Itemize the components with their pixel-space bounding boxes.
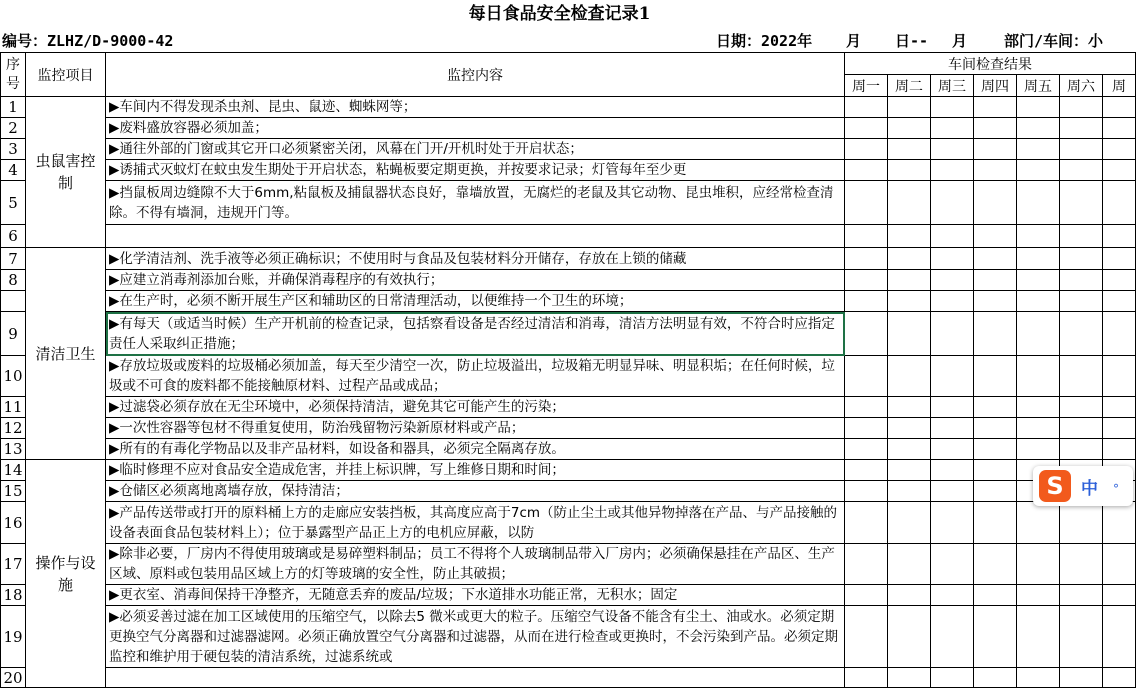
row-number[interactable]: 19	[1, 606, 26, 668]
result-cell[interactable]	[931, 439, 974, 460]
result-cell[interactable]	[1103, 356, 1136, 397]
result-cell[interactable]	[1060, 544, 1103, 585]
result-cell[interactable]	[974, 97, 1017, 118]
result-cell[interactable]	[1017, 439, 1060, 460]
result-cell[interactable]	[931, 225, 974, 248]
result-cell[interactable]	[845, 502, 888, 544]
table-row	[1, 606, 1136, 668]
result-cell[interactable]	[974, 181, 1017, 225]
sogou-logo-icon[interactable]: S	[1039, 470, 1071, 502]
result-cell[interactable]	[1017, 97, 1060, 118]
sheet-title: 每日食品安全检查记录1	[468, 4, 651, 24]
result-cell[interactable]	[888, 291, 931, 312]
result-cell[interactable]	[845, 139, 888, 160]
result-cell[interactable]	[931, 606, 974, 668]
row-number[interactable]: 14	[1, 460, 26, 481]
result-cell[interactable]	[1017, 225, 1060, 248]
result-cell[interactable]	[974, 502, 1017, 544]
result-cell[interactable]	[888, 118, 931, 139]
result-cell[interactable]	[931, 270, 974, 291]
table-row	[1, 481, 1136, 502]
result-cell[interactable]	[845, 439, 888, 460]
result-cell[interactable]	[931, 291, 974, 312]
result-cell[interactable]	[974, 585, 1017, 606]
result-cell[interactable]	[1103, 270, 1136, 291]
result-cell[interactable]	[974, 118, 1017, 139]
result-cell[interactable]	[888, 460, 931, 481]
result-cell[interactable]	[888, 585, 931, 606]
result-cell[interactable]	[1060, 291, 1103, 312]
result-cell[interactable]	[888, 418, 931, 439]
result-cell[interactable]	[974, 668, 1017, 688]
row-number[interactable]: 18	[1, 585, 26, 606]
content-cell[interactable]: ▶必须妥善过滤在加工区域使用的压缩空气，以除去5 微米或更大的粒子。压缩空气设备不能含有尘土、油或水。必须定期更换空气分离器和过滤器滤网。必须正确放置空气分离器和过滤器，从而在进行检查或更换时，不会污染到产品。必须定期监控和维护用于硬包装的清洁系统，过滤系统或	[106, 606, 845, 668]
header-day-3: 周三	[931, 75, 974, 97]
result-cell[interactable]	[845, 312, 888, 356]
category-cell[interactable]: 操作与设施	[26, 460, 106, 688]
header-item: 监控项目	[26, 53, 106, 97]
result-cell[interactable]	[931, 97, 974, 118]
result-cell[interactable]	[1017, 502, 1060, 544]
result-cell[interactable]	[931, 356, 974, 397]
header-result: 车间检查结果	[845, 53, 1136, 75]
table-row	[1, 248, 1136, 270]
content-cell[interactable]: ▶通往外部的门窗或其它开口必须紧密关闭，风幕在门开/开机时处于开启状态；	[106, 139, 845, 160]
result-cell[interactable]	[974, 481, 1017, 502]
ime-chinese-mode[interactable]: 中	[1081, 479, 1098, 499]
result-cell[interactable]	[974, 248, 1017, 270]
row-number[interactable]: 12	[1, 418, 26, 439]
result-cell[interactable]	[974, 139, 1017, 160]
table-row	[1, 544, 1136, 585]
content-cell[interactable]: ▶仓储区必须离地离墙存放，保持清洁；	[106, 481, 845, 502]
category-cell[interactable]: 清洁卫生	[26, 248, 106, 460]
month-label-2: 月	[952, 32, 968, 50]
table-row	[1, 181, 1136, 225]
result-cell[interactable]	[845, 181, 888, 225]
result-cell[interactable]	[845, 225, 888, 248]
result-cell[interactable]	[974, 418, 1017, 439]
ime-punctuation-icon[interactable]: °	[1113, 482, 1119, 496]
document-code: 编号：ZLHZ/D-9000-42	[2, 32, 174, 50]
result-cell[interactable]	[1060, 606, 1103, 668]
result-cell[interactable]	[845, 118, 888, 139]
result-cell[interactable]	[845, 668, 888, 688]
result-cell[interactable]	[931, 118, 974, 139]
header-day-6: 周六	[1060, 75, 1103, 97]
result-cell[interactable]	[1103, 97, 1136, 118]
result-cell[interactable]	[931, 397, 974, 418]
table-row	[1, 139, 1136, 160]
result-cell[interactable]	[974, 544, 1017, 585]
result-cell[interactable]	[931, 460, 974, 481]
row-number[interactable]: 16	[1, 502, 26, 544]
result-cell[interactable]	[845, 606, 888, 668]
result-cell[interactable]	[1103, 312, 1136, 356]
result-cell[interactable]	[974, 439, 1017, 460]
result-cell[interactable]	[974, 460, 1017, 481]
row-number[interactable]: 2	[1, 118, 26, 139]
content-cell[interactable]	[106, 668, 845, 688]
table-row	[1, 118, 1136, 139]
result-cell[interactable]	[845, 97, 888, 118]
header-seq: 序号	[1, 53, 26, 97]
inspection-table	[0, 52, 1136, 688]
result-cell[interactable]	[888, 181, 931, 225]
content-cell[interactable]: ▶产品传送带或打开的原料桶上方的走廊应安装挡板，其高度应高于7cm（防止尘土或其他异物掉落在产品、与产品接触的设备表面食品包装材料上）；位于暴露型产品正上方的电机应屏蔽，以防	[106, 502, 845, 544]
ime-toolbar[interactable]	[1033, 466, 1133, 506]
row-number[interactable]: 15	[1, 481, 26, 502]
header-day-2: 周二	[888, 75, 931, 97]
result-cell[interactable]	[888, 248, 931, 270]
result-cell[interactable]	[1103, 668, 1136, 688]
department-label: 部门/车间：小	[1004, 32, 1104, 50]
content-cell[interactable]: ▶挡鼠板周边缝隙不大于6mm,粘鼠板及捕鼠器状态良好，靠墙放置，无腐烂的老鼠及其它动物、昆虫堆积，应经常检查清除。不得有墙洞，违规开门等。	[106, 181, 845, 225]
result-cell[interactable]	[888, 397, 931, 418]
result-cell[interactable]	[1103, 160, 1136, 181]
result-cell[interactable]	[1103, 225, 1136, 248]
result-cell[interactable]	[1017, 312, 1060, 356]
row-number[interactable]	[1, 291, 26, 312]
content-cell[interactable]: ▶存放垃圾或废料的垃圾桶必须加盖，每天至少清空一次，防止垃圾溢出，垃圾箱无明显异味、明显积垢；在任何时候，垃圾或不可食的废料都不能接触原材料、过程产品或成品；	[106, 356, 845, 397]
content-cell[interactable]: ▶临时修理不应对食品安全造成危害，并挂上标识牌，写上维修日期和时间；	[106, 460, 845, 481]
row-number[interactable]: 7	[1, 248, 26, 270]
result-cell[interactable]	[1103, 606, 1136, 668]
result-cell[interactable]	[1103, 439, 1136, 460]
result-cell[interactable]	[1060, 97, 1103, 118]
result-cell[interactable]	[845, 270, 888, 291]
result-cell[interactable]	[1017, 139, 1060, 160]
content-cell[interactable]: ▶除非必要，厂房内不得使用玻璃或是易碎塑料制品；员工不得将个人玻璃制品带入厂房内；必须确保悬挂在产品区、生产区域、原料或包装用品区域上方的灯等玻璃的安全性，防止其破损；	[106, 544, 845, 585]
result-cell[interactable]	[931, 502, 974, 544]
row-number[interactable]: 6	[1, 225, 26, 248]
result-cell[interactable]	[974, 270, 1017, 291]
result-cell[interactable]	[1060, 502, 1103, 544]
result-cell[interactable]	[845, 460, 888, 481]
result-cell[interactable]	[1017, 356, 1060, 397]
result-cell[interactable]	[1103, 181, 1136, 225]
result-cell[interactable]	[1103, 139, 1136, 160]
result-cell[interactable]	[974, 356, 1017, 397]
content-cell[interactable]: ▶诱捕式灭蚊灯在蚊虫发生期处于开启状态，粘蝇板要定期更换，并按要求记录；灯管每年至少更	[106, 160, 845, 181]
result-cell[interactable]	[888, 544, 931, 585]
result-cell[interactable]	[845, 248, 888, 270]
result-cell[interactable]	[931, 312, 974, 356]
result-cell[interactable]	[1060, 668, 1103, 688]
result-cell[interactable]	[1060, 225, 1103, 248]
date-label: 日期：2022年	[716, 32, 813, 50]
result-cell[interactable]	[1060, 270, 1103, 291]
result-cell[interactable]	[845, 481, 888, 502]
result-cell[interactable]	[974, 291, 1017, 312]
result-cell[interactable]	[931, 181, 974, 225]
result-cell[interactable]	[1017, 160, 1060, 181]
result-cell[interactable]	[845, 418, 888, 439]
table-row	[1, 439, 1136, 460]
content-cell[interactable]: ▶过滤袋必须存放在无尘环境中，必须保持清洁，避免其它可能产生的污染；	[106, 397, 845, 418]
result-cell[interactable]	[1017, 585, 1060, 606]
result-cell[interactable]	[1017, 606, 1060, 668]
result-cell[interactable]	[974, 312, 1017, 356]
result-cell[interactable]	[1060, 181, 1103, 225]
result-cell[interactable]	[845, 160, 888, 181]
result-cell[interactable]	[1060, 585, 1103, 606]
result-cell[interactable]	[931, 160, 974, 181]
table-row	[1, 502, 1136, 544]
table-row	[1, 270, 1136, 291]
content-cell[interactable]	[106, 225, 845, 248]
result-cell[interactable]	[1103, 248, 1136, 270]
header-day-7: 周	[1103, 75, 1136, 97]
table-row	[1, 312, 1136, 356]
header-day-4: 周四	[974, 75, 1017, 97]
result-cell[interactable]	[1017, 418, 1060, 439]
result-cell[interactable]	[1103, 291, 1136, 312]
table-row	[1, 291, 1136, 312]
table-row	[1, 418, 1136, 439]
row-number[interactable]: 3	[1, 139, 26, 160]
header-day-5: 周五	[1017, 75, 1060, 97]
row-number[interactable]: 17	[1, 544, 26, 585]
result-cell[interactable]	[888, 160, 931, 181]
result-cell[interactable]	[931, 585, 974, 606]
result-cell[interactable]	[1103, 502, 1136, 544]
result-cell[interactable]	[888, 270, 931, 291]
content-cell[interactable]: ▶应建立消毒剂添加台账，并确保消毒程序的有效执行；	[106, 270, 845, 291]
result-cell[interactable]	[974, 225, 1017, 248]
result-cell[interactable]	[931, 668, 974, 688]
row-number[interactable]: 8	[1, 270, 26, 291]
row-number[interactable]: 5	[1, 181, 26, 225]
result-cell[interactable]	[888, 502, 931, 544]
result-cell[interactable]	[931, 248, 974, 270]
content-cell[interactable]: ▶一次性容器等包材不得重复使用，防治残留物污染新原材料或产品；	[106, 418, 845, 439]
result-cell[interactable]	[1017, 544, 1060, 585]
result-cell[interactable]	[845, 544, 888, 585]
result-cell[interactable]	[1017, 397, 1060, 418]
header-day-1: 周一	[845, 75, 888, 97]
result-cell[interactable]	[974, 397, 1017, 418]
result-cell[interactable]	[845, 397, 888, 418]
table-row	[1, 668, 1136, 688]
result-cell[interactable]	[1103, 118, 1136, 139]
result-cell[interactable]	[888, 481, 931, 502]
result-cell[interactable]	[1017, 668, 1060, 688]
table-row	[1, 356, 1136, 397]
result-cell[interactable]	[1060, 418, 1103, 439]
result-cell[interactable]	[1017, 291, 1060, 312]
result-cell[interactable]	[1060, 312, 1103, 356]
row-number[interactable]: 13	[1, 439, 26, 460]
row-number[interactable]: 4	[1, 160, 26, 181]
row-number[interactable]: 1	[1, 97, 26, 118]
month-label-1: 月	[846, 32, 862, 50]
result-cell[interactable]	[1017, 181, 1060, 225]
result-cell[interactable]	[845, 356, 888, 397]
result-cell[interactable]	[1103, 418, 1136, 439]
header-content: 监控内容	[106, 53, 845, 97]
result-cell[interactable]	[1060, 356, 1103, 397]
day-label: 日--	[895, 32, 929, 50]
result-cell[interactable]	[1103, 585, 1136, 606]
result-cell[interactable]	[1060, 248, 1103, 270]
result-cell[interactable]	[845, 585, 888, 606]
result-cell[interactable]	[888, 606, 931, 668]
category-cell[interactable]: 虫鼠害控制	[26, 97, 106, 248]
content-cell[interactable]: ▶更衣室、消毒间保持干净整齐，无随意丢弃的废品/垃圾；下水道排水功能正常，无积水；固定	[106, 585, 845, 606]
table-row	[1, 585, 1136, 606]
content-cell[interactable]: ▶废料盛放容器必须加盖；	[106, 118, 845, 139]
content-cell[interactable]: ▶在生产时，必须不断开展生产区和辅助区的日常清理活动，以便维持一个卫生的环境；	[106, 291, 845, 312]
table-row	[1, 160, 1136, 181]
result-cell[interactable]	[1103, 544, 1136, 585]
content-cell[interactable]: ▶化学清洁剂、洗手液等必须正确标识；不使用时与食品及包装材料分开储存，存放在上锁的储藏	[106, 248, 845, 270]
result-cell[interactable]	[1060, 139, 1103, 160]
table-row	[1, 97, 1136, 118]
result-cell[interactable]	[888, 97, 931, 118]
result-cell[interactable]	[974, 606, 1017, 668]
table-row	[1, 225, 1136, 248]
result-cell[interactable]	[931, 418, 974, 439]
result-cell[interactable]	[888, 356, 931, 397]
row-number[interactable]: 11	[1, 397, 26, 418]
result-cell[interactable]	[1060, 439, 1103, 460]
content-cell[interactable]: ▶所有的有毒化学物品以及非产品材料，如设备和器具，必须完全隔离存放。	[106, 439, 845, 460]
result-cell[interactable]	[931, 544, 974, 585]
result-cell[interactable]	[845, 291, 888, 312]
result-cell[interactable]	[1017, 118, 1060, 139]
content-cell[interactable]: ▶车间内不得发现杀虫剂、昆虫、鼠迹、蜘蛛网等；	[106, 97, 845, 118]
content-cell[interactable]: ▶有每天（或适当时候）生产开机前的检查记录，包括察看设备是否经过清洁和消毒，清洁方法明显有效，不符合时应指定责任人采取纠正措施；	[106, 312, 845, 356]
row-number[interactable]: 20	[1, 668, 26, 688]
result-cell[interactable]	[1060, 397, 1103, 418]
result-cell[interactable]	[974, 160, 1017, 181]
table-row	[1, 460, 1136, 481]
result-cell[interactable]	[1060, 118, 1103, 139]
result-cell[interactable]	[1017, 270, 1060, 291]
result-cell[interactable]	[888, 439, 931, 460]
result-cell[interactable]	[888, 668, 931, 688]
result-cell[interactable]	[888, 225, 931, 248]
row-number[interactable]: 9	[1, 312, 26, 356]
result-cell[interactable]	[1017, 248, 1060, 270]
result-cell[interactable]	[1060, 160, 1103, 181]
result-cell[interactable]	[1103, 397, 1136, 418]
result-cell[interactable]	[931, 481, 974, 502]
result-cell[interactable]	[888, 139, 931, 160]
table-row	[1, 397, 1136, 418]
row-number[interactable]: 10	[1, 356, 26, 397]
result-cell[interactable]	[888, 312, 931, 356]
result-cell[interactable]	[931, 139, 974, 160]
